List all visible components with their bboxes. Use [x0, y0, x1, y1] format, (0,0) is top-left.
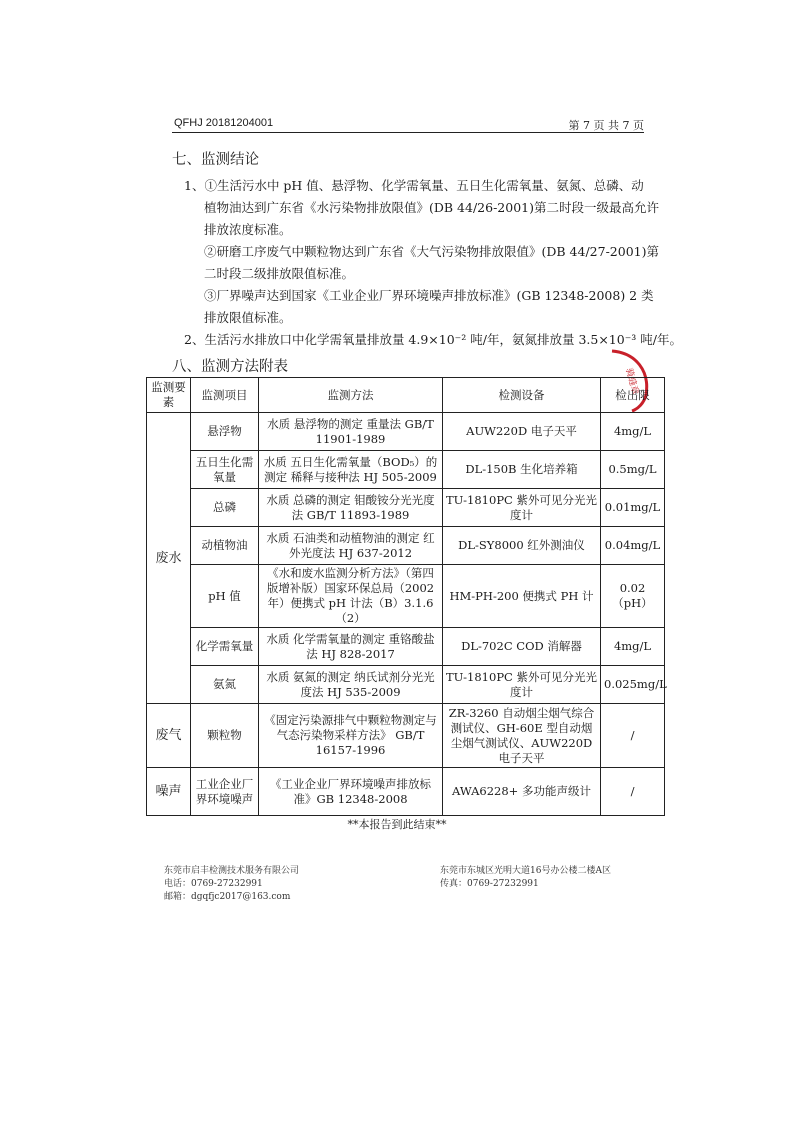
- limit-cell: /: [601, 768, 665, 816]
- company-name: 东莞市启丰检测技术服务有限公司: [164, 866, 300, 876]
- limit-cell: 0.025mg/L: [601, 666, 665, 704]
- item-cell: 氨氮: [191, 666, 259, 704]
- category-cell: 噪声: [147, 768, 191, 816]
- device-cell: DL-702C COD 消解器: [443, 628, 601, 666]
- limit-cell: 0.5mg/L: [601, 451, 665, 489]
- stamp-text: 骑缝章: [623, 367, 640, 396]
- conclusion-emission: 2、生活污水排放口中化学需氧量排放量 4.9×10⁻² 吨/年，氨氮排放量 3.5×10⁻³ 吨/年。: [184, 332, 683, 347]
- report-number: QFHJ 20181204001: [174, 117, 274, 129]
- table-row: [147, 768, 665, 816]
- item-cell: 化学需氧量: [191, 628, 259, 666]
- device-cell: DL-SY8000 红外测油仪: [443, 527, 601, 565]
- device-cell: TU-1810PC 紫外可见分光光度计: [443, 666, 601, 704]
- method-cell: 《固定污染源排气中颗粒物测定与气态污染物采样方法》 GB/T 16157-1996: [259, 704, 443, 768]
- item-cell: 悬浮物: [191, 413, 259, 451]
- category-cell: 废水: [147, 413, 191, 704]
- conclusion-3-line2: 排放限值标准。: [204, 310, 292, 325]
- item-cell: 五日生化需氧量: [191, 451, 259, 489]
- method-cell: 《水和废水监测分析方法》（第四版增补版）国家环保总局（2002年）便携式 pH 计法（B）3.1.6（2）: [259, 565, 443, 628]
- company-phone: 电话：0769-27232991: [164, 879, 263, 889]
- limit-cell: 4mg/L: [601, 628, 665, 666]
- conclusion-3-line1: ③厂界噪声达到国家《工业企业厂界环境噪声排放标准》(GB 12348-2008) 2 类: [204, 288, 654, 303]
- end-note: **本报告到此结束**: [347, 818, 447, 831]
- method-cell: 水质 悬浮物的测定 重量法 GB/T 11901-1989: [259, 413, 443, 451]
- table-row: [147, 704, 665, 768]
- device-cell: ZR-3260 自动烟尘烟气综合测试仪、GH-60E 型自动烟尘烟气测试仪、AUW220D 电子天平: [443, 704, 601, 768]
- method-cell: 水质 氨氮的测定 纳氏试剂分光光度法 HJ 535-2009: [259, 666, 443, 704]
- item-cell: 总磷: [191, 489, 259, 527]
- footer-left: [164, 865, 299, 904]
- method-cell: 《工业企业厂界环境噪声排放标准》GB 12348-2008: [259, 768, 443, 816]
- limit-cell: /: [601, 704, 665, 768]
- device-cell: DL-150B 生化培养箱: [443, 451, 601, 489]
- company-email: 邮箱：dgqfjc2017@163.com: [164, 892, 291, 902]
- device-cell: AUW220D 电子天平: [443, 413, 601, 451]
- table-row: [147, 527, 665, 565]
- conclusion-1-line3: 排放浓度标准。: [204, 222, 292, 237]
- conclusion-2-line1: ②研磨工序废气中颗粒物达到广东省《大气污染物排放限值》(DB 44/27-2001)第: [204, 244, 659, 259]
- methods-table: [146, 377, 665, 816]
- footer-right: [440, 865, 611, 891]
- table-row: [147, 489, 665, 527]
- table-row: [147, 451, 665, 489]
- company-address: 东莞市东城区光明大道16号办公楼二楼A区: [440, 866, 611, 876]
- col-header-item: 监测项目: [191, 378, 259, 413]
- page-indicator: 第 7 页 共 7 页: [568, 119, 644, 132]
- table-header-row: [147, 378, 665, 413]
- conclusion-1-line2: 植物油达到广东省《水污染物排放限值》(DB 44/26-2001)第二时段一级最高允许: [204, 200, 659, 215]
- table-row: [147, 413, 665, 451]
- col-header-category: 监测要素: [147, 378, 191, 413]
- device-cell: TU-1810PC 紫外可见分光光度计: [443, 489, 601, 527]
- item-cell: pH 值: [191, 565, 259, 628]
- table-row: [147, 666, 665, 704]
- conclusion-1-line1: 1、①生活污水中 pH 值、悬浮物、化学需氧量、五日生化需氧量、氨氮、总磷、动: [184, 178, 644, 193]
- limit-cell: 4mg/L: [601, 413, 665, 451]
- category-cell: 废气: [147, 704, 191, 768]
- item-cell: 工业企业厂界环境噪声: [191, 768, 259, 816]
- item-cell: 动植物油: [191, 527, 259, 565]
- col-header-device: 检测设备: [443, 378, 601, 413]
- device-cell: HM-PH-200 便携式 PH 计: [443, 565, 601, 628]
- section8-title: 八、监测方法附表: [172, 359, 288, 375]
- limit-cell: 0.02（pH）: [601, 565, 665, 628]
- table-row: [147, 565, 665, 628]
- method-cell: 水质 化学需氧量的测定 重铬酸盐法 HJ 828-2017: [259, 628, 443, 666]
- item-cell: 颗粒物: [191, 704, 259, 768]
- method-cell: 水质 石油类和动植物油的测定 红外光度法 HJ 637-2012: [259, 527, 443, 565]
- method-cell: 水质 总磷的测定 钼酸铵分光光度法 GB/T 11893-1989: [259, 489, 443, 527]
- col-header-limit: 检出限: [601, 378, 665, 413]
- device-cell: AWA6228+ 多功能声级计: [443, 768, 601, 816]
- company-fax: 传真：0769-27232991: [440, 879, 539, 889]
- method-cell: 水质 五日生化需氧量（BOD₅）的测定 稀释与接种法 HJ 505-2009: [259, 451, 443, 489]
- conclusion-2-line2: 二时段二级排放限值标准。: [204, 266, 355, 281]
- limit-cell: 0.01mg/L: [601, 489, 665, 527]
- section7-title: 七、监测结论: [172, 152, 259, 168]
- col-header-method: 监测方法: [259, 378, 443, 413]
- table-row: [147, 628, 665, 666]
- page-header: [172, 114, 644, 133]
- limit-cell: 0.04mg/L: [601, 527, 665, 565]
